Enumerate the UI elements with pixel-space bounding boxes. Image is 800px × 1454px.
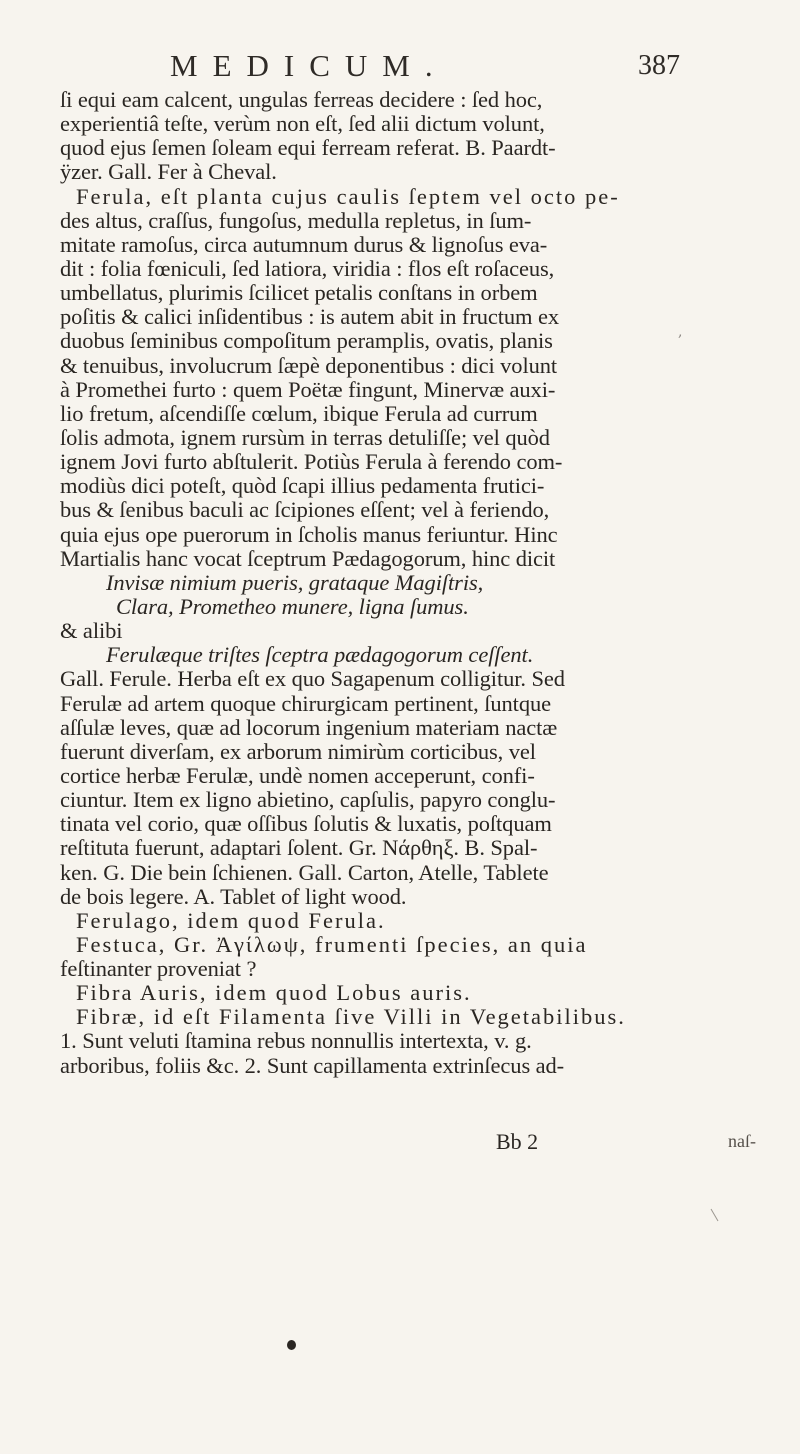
text-line: feſtinanter proveniat ? — [60, 956, 257, 982]
text-line: lio fretum, aſcendiſſe cœlum, ibique Ferula ad currum — [60, 400, 538, 426]
text-line: quia ejus ope puerorum in ſcholis manus feriuntur. Hinc — [60, 521, 558, 547]
text-line: & tenuibus, involucrum ſæpè deponentibus : dici volunt — [60, 352, 558, 378]
page-number: 387 — [638, 50, 680, 81]
text-line: Ferulæ ad artem quoque chirurgicam pertinent, ſuntque — [60, 690, 552, 716]
entry-festuca: Festuca, Gr. Ἀγίλωψ, frumenti ſpecies, an quia — [76, 931, 588, 957]
text-line: ignem Jovi furto abſtulerit. Potiùs Ferula à ferendo com- — [60, 449, 563, 475]
text-line: de bois legere. A. Tablet of light wood. — [60, 883, 407, 909]
entry-ferula: Ferula, eſt planta cujus caulis ſeptem vel octo pe- — [76, 183, 620, 209]
verse-line — [60, 595, 788, 619]
text-line: ken. G. Die bein ſchienen. Gall. Carton, Atelle, Tablete — [60, 859, 549, 885]
page-header — [160, 48, 680, 92]
text-line: poſitis & calici inſidentibus : is autem abit in fructum ex — [60, 304, 560, 330]
text-line: experientiâ teſte, verùm non eſt, ſed alii dictum volunt, — [60, 111, 545, 137]
text-line: umbellatus, plurimis ſcilicet petalis conſtans in orbem — [60, 280, 538, 306]
text-line: Martialis hanc vocat ſceptrum Pædagogorum, hinc dicit — [60, 545, 556, 571]
text-line: quod ejus ſemen ſoleam equi ferream referat. B. Paardt- — [60, 135, 556, 161]
verse-line — [60, 571, 788, 595]
body-text — [60, 88, 788, 1078]
text-line: bus & ſenibus baculi ac ſcipiones eſſent; vel à feriendo, — [60, 497, 550, 523]
margin-tick — [711, 1209, 719, 1222]
text-line: aſſulæ leves, quæ ad locorum ingenium materiam nactæ — [60, 714, 558, 740]
text-line: ſi equi eam calcent, ungulas ferreas decidere : ſed hoc, — [60, 87, 543, 112]
text-line: modiùs dici poteſt, quòd ſcapi illius pedamenta frutici- — [60, 473, 545, 499]
text-line: tinata vel corio, quæ oſſibus ſolutis & luxatis, poſtquam — [60, 811, 552, 837]
verse-text: Clara, Prometheo munere, ligna ſumus. — [116, 593, 469, 619]
catchword: naſ- — [728, 1131, 756, 1151]
text-line: dit : folia fœniculi, ſed latiora, viridia : flos eſt roſaceus, — [60, 255, 555, 281]
text-line: arboribus, foliis &c. 2. Sunt capillamenta extrinſecus ad- — [60, 1052, 565, 1078]
margin-speck: , — [678, 324, 683, 340]
text-line: des altus, craſſus, fungoſus, medulla repletus, in ſum- — [60, 207, 532, 233]
text-line: cortice herbæ Ferulæ, undè nomen acceperunt, confi- — [60, 762, 535, 788]
text-line: duobus ſeminibus compoſitum peramplis, ovatis, planis — [60, 328, 553, 354]
text-line: ſolis admota, ignem rursùm in terras detuliſſe; vel quòd — [60, 424, 550, 450]
text-line: mitate ramoſus, circa autumnum durus & lignoſus eva- — [60, 231, 548, 257]
text-line: fuerunt diverſam, ex arborum nimirùm corticibus, vel — [60, 738, 536, 764]
text-line: & alibi — [60, 618, 123, 644]
running-title: MEDICUM. — [170, 48, 448, 83]
entry-fibra-auris: Fibra Auris, idem quod Lobus auris. — [76, 980, 472, 1006]
verse-text: Ferulæque triſtes ſceptra pædagogorum ceſſent. — [106, 642, 534, 668]
verse-text: Invisæ nimium pueris, grataque Magiſtris, — [106, 569, 484, 595]
entry-ferulago: Ferulago, idem quod Ferula. — [76, 907, 386, 933]
text-line: à Promethei furto : quem Poëtæ fingunt, Minervæ auxi- — [60, 376, 556, 402]
text-line: ÿzer. Gall. Fer à Cheval. — [60, 159, 277, 185]
ink-blot — [287, 1340, 296, 1350]
text-line: 1. Sunt veluti ſtamina rebus nonnullis intertexta, v. g. — [60, 1028, 532, 1054]
signature-mark: Bb 2 — [496, 1129, 539, 1154]
text-line: Gall. Ferule. Herba eſt ex quo Sagapenum colligitur. Sed — [60, 666, 565, 692]
entry-fibrae: Fibræ, id eſt Filamenta ſive Villi in Vegetabilibus. — [76, 1004, 626, 1030]
verse-line — [60, 643, 788, 667]
text-line: ciuntur. Item ex ligno abietino, capſulis, papyro conglu- — [60, 787, 556, 813]
text-line: reſtituta fuerunt, adaptari ſolent. Gr. Νάρθηξ. B. Spal- — [60, 835, 538, 861]
